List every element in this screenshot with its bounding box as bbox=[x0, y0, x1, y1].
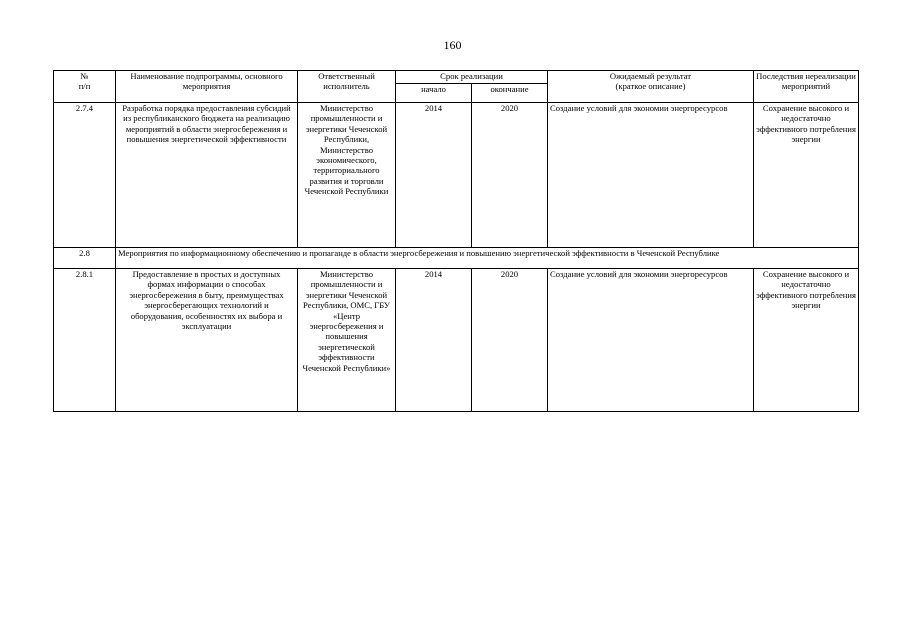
row-responsible: Министерство промышленности и энергетики Чеченской Республики, ОМС, ГБУ «Центр энергосбережения и повышения энергетической эффективности Чеченской Республики» bbox=[298, 269, 396, 412]
table-row bbox=[54, 269, 859, 412]
row-expected: Создание условий для экономии энергоресурсов bbox=[548, 269, 754, 412]
row-num: 2.7.4 bbox=[54, 103, 116, 248]
row-expected: Создание условий для экономии энергоресурсов bbox=[548, 103, 754, 248]
row-consequences: Сохранение высокого и недостаточно эффективного потребления энергии bbox=[754, 103, 859, 248]
row-num: 2.8.1 bbox=[54, 269, 116, 412]
table-row bbox=[54, 103, 859, 248]
section-row bbox=[54, 248, 859, 269]
header-end: окончание bbox=[472, 84, 548, 103]
header-row bbox=[54, 71, 859, 84]
header-period: Срок реализации bbox=[396, 71, 548, 84]
header-name: Наименование подпрограммы, основного мероприятия bbox=[116, 71, 298, 103]
header-num: № п/п bbox=[54, 71, 116, 103]
row-name: Предоставление в простых и доступных формах информации о способах энергосбережения в быту, преимуществах энергосберегающих технологий и оборудования, особенностях их выбора и эксплуатации bbox=[116, 269, 298, 412]
page-number: 160 bbox=[443, 38, 462, 52]
header-start: начало bbox=[396, 84, 472, 103]
row-start: 2014 bbox=[396, 103, 472, 248]
row-end: 2020 bbox=[472, 103, 548, 248]
section-title: Мероприятия по информационному обеспечению и пропаганде в области энергосбережения и повышению энергетической эффективности в Чеченской Республике bbox=[116, 248, 859, 269]
row-consequences: Сохранение высокого и недостаточно эффективного потребления энергии bbox=[754, 269, 859, 412]
row-responsible: Министерство промышленности и энергетики Чеченской Республики, Министерство экономического, территориального развития и торговли Чеченской Республики bbox=[298, 103, 396, 248]
row-end: 2020 bbox=[472, 269, 548, 412]
row-name: Разработка порядка предоставления субсидий из республиканского бюджета на реализацию мероприятий в области энергосбережения и повышения энергетической эффективности bbox=[116, 103, 298, 248]
program-table bbox=[53, 70, 859, 412]
header-consequences: Последствия нереализации мероприятий bbox=[754, 71, 859, 103]
section-num: 2.8 bbox=[54, 248, 116, 269]
header-expected: Ожидаемый результат (краткое описание) bbox=[548, 71, 754, 103]
row-start: 2014 bbox=[396, 269, 472, 412]
header-responsible: Ответственный исполнитель bbox=[298, 71, 396, 103]
